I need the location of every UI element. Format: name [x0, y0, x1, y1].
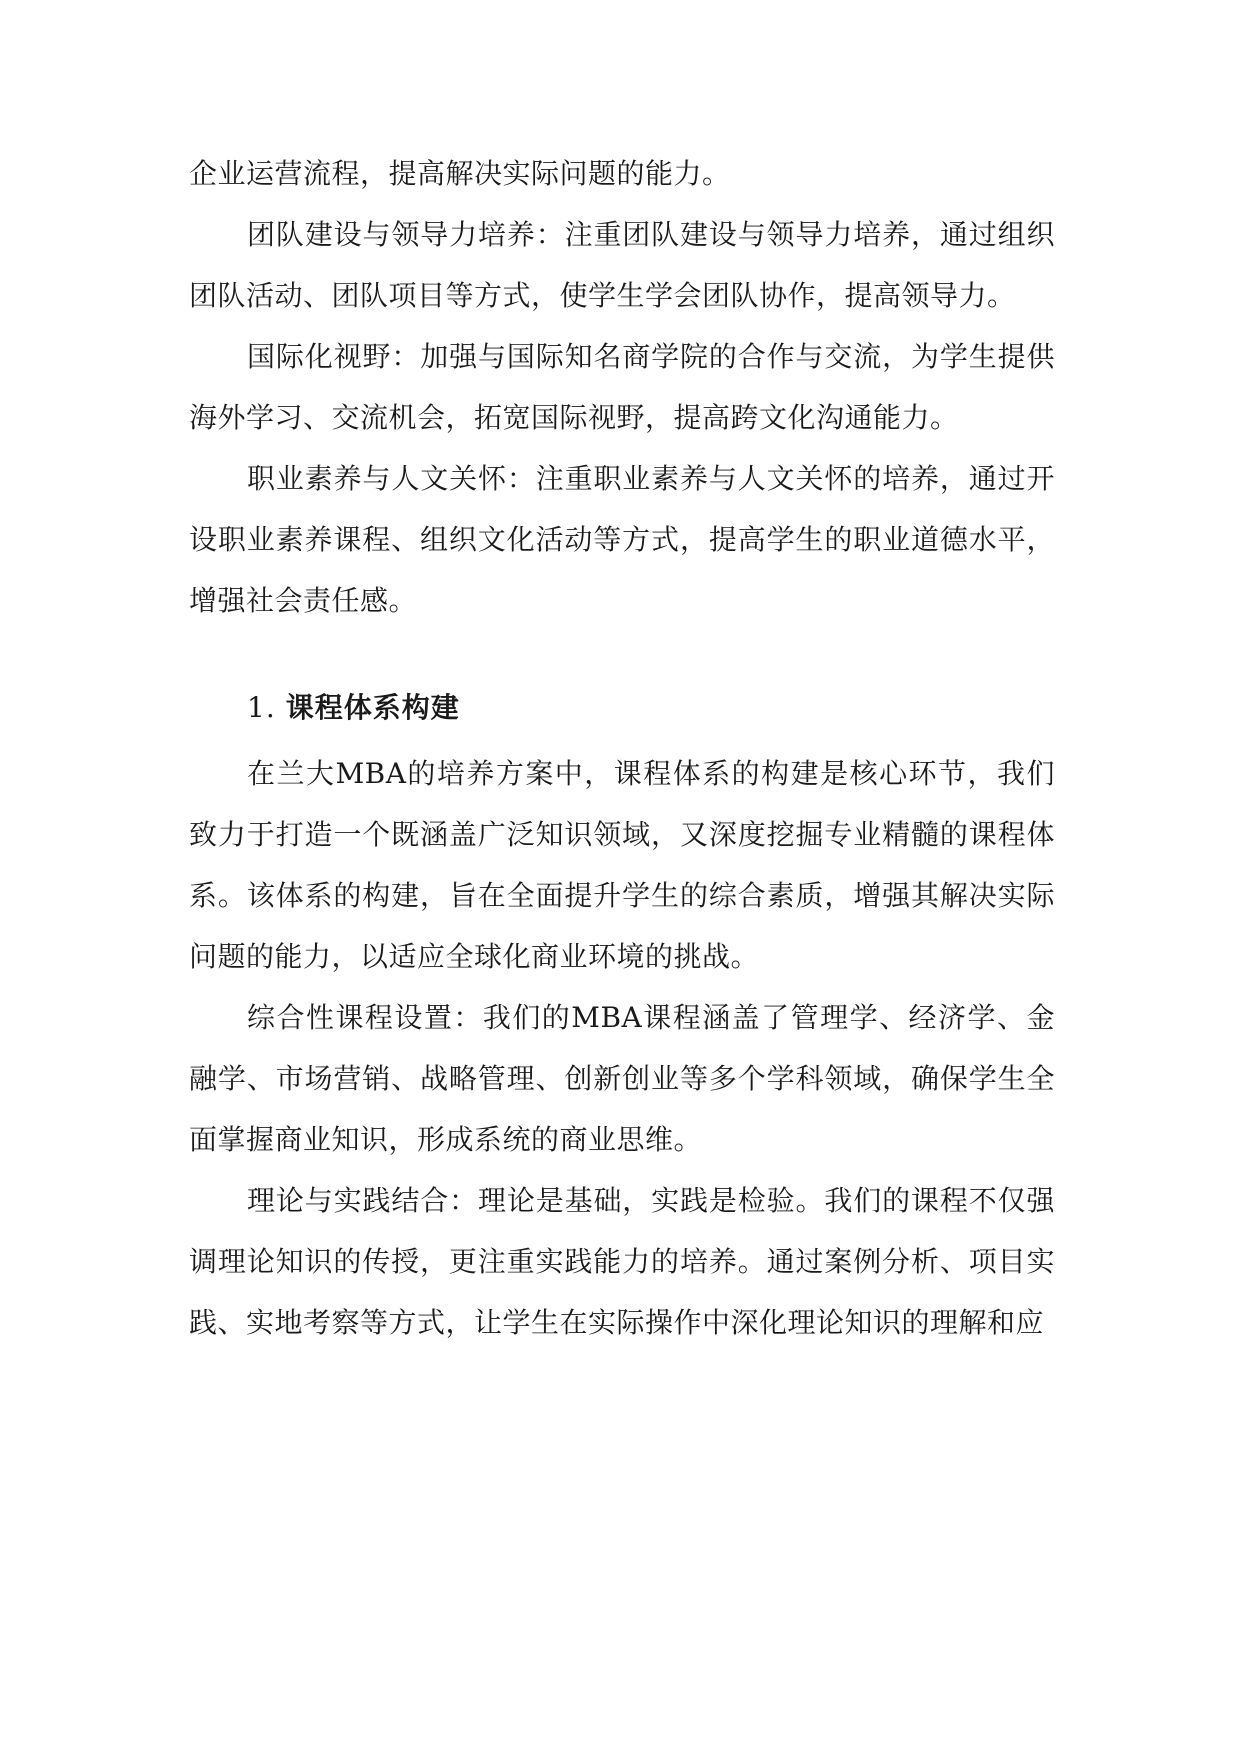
section-heading: [189, 673, 1055, 743]
paragraph-international-vision: 国际化视野：加强与国际知名商学院的合作与交流，为学生提供海外学习、交流机会，拓宽国际视野，提高跨文化沟通能力。: [189, 340, 1055, 434]
paragraph-theory-practice: 理论与实践结合：理论是基础，实践是检验。我们的课程不仅强调理论知识的传授，更注重实践能力的培养。通过案例分析、项目实践、实地考察等方式，让学生在实际操作中深化理论知识的理解和应: [189, 1184, 1055, 1339]
document-body: [189, 143, 1055, 1353]
paragraph-comprehensive-courses: 综合性课程设置：我们的MBA课程涵盖了管理学、经济学、金融学、市场营销、战略管理、创新创业等多个学科领域，确保学生全面掌握商业知识，形成系统的商业思维。: [189, 1001, 1055, 1156]
section-heading-title: 课程体系构建: [285, 691, 460, 724]
paragraph-professional-ethics: 职业素养与人文关怀：注重职业素养与人文关怀的培养，通过开设职业素养课程、组织文化活动等方式，提高学生的职业道德水平，增强社会责任感。: [189, 462, 1055, 617]
paragraph-continuation: 企业运营流程，提高解决实际问题的能力。: [189, 157, 731, 190]
section-heading-number: 1.: [247, 691, 276, 724]
paragraph-team-leadership: 团队建设与领导力培养：注重团队建设与领导力培养，通过组织团队活动、团队项目等方式，使学生学会团队协作，提高领导力。: [189, 218, 1055, 312]
paragraph-curriculum-intro: 在兰大MBA的培养方案中，课程体系的构建是核心环节，我们致力于打造一个既涵盖广泛知识领域，又深度挖掘专业精髓的课程体系。该体系的构建，旨在全面提升学生的综合素质，增强其解决实际问题的能力，以适应全球化商业环境的挑战。: [189, 757, 1055, 973]
